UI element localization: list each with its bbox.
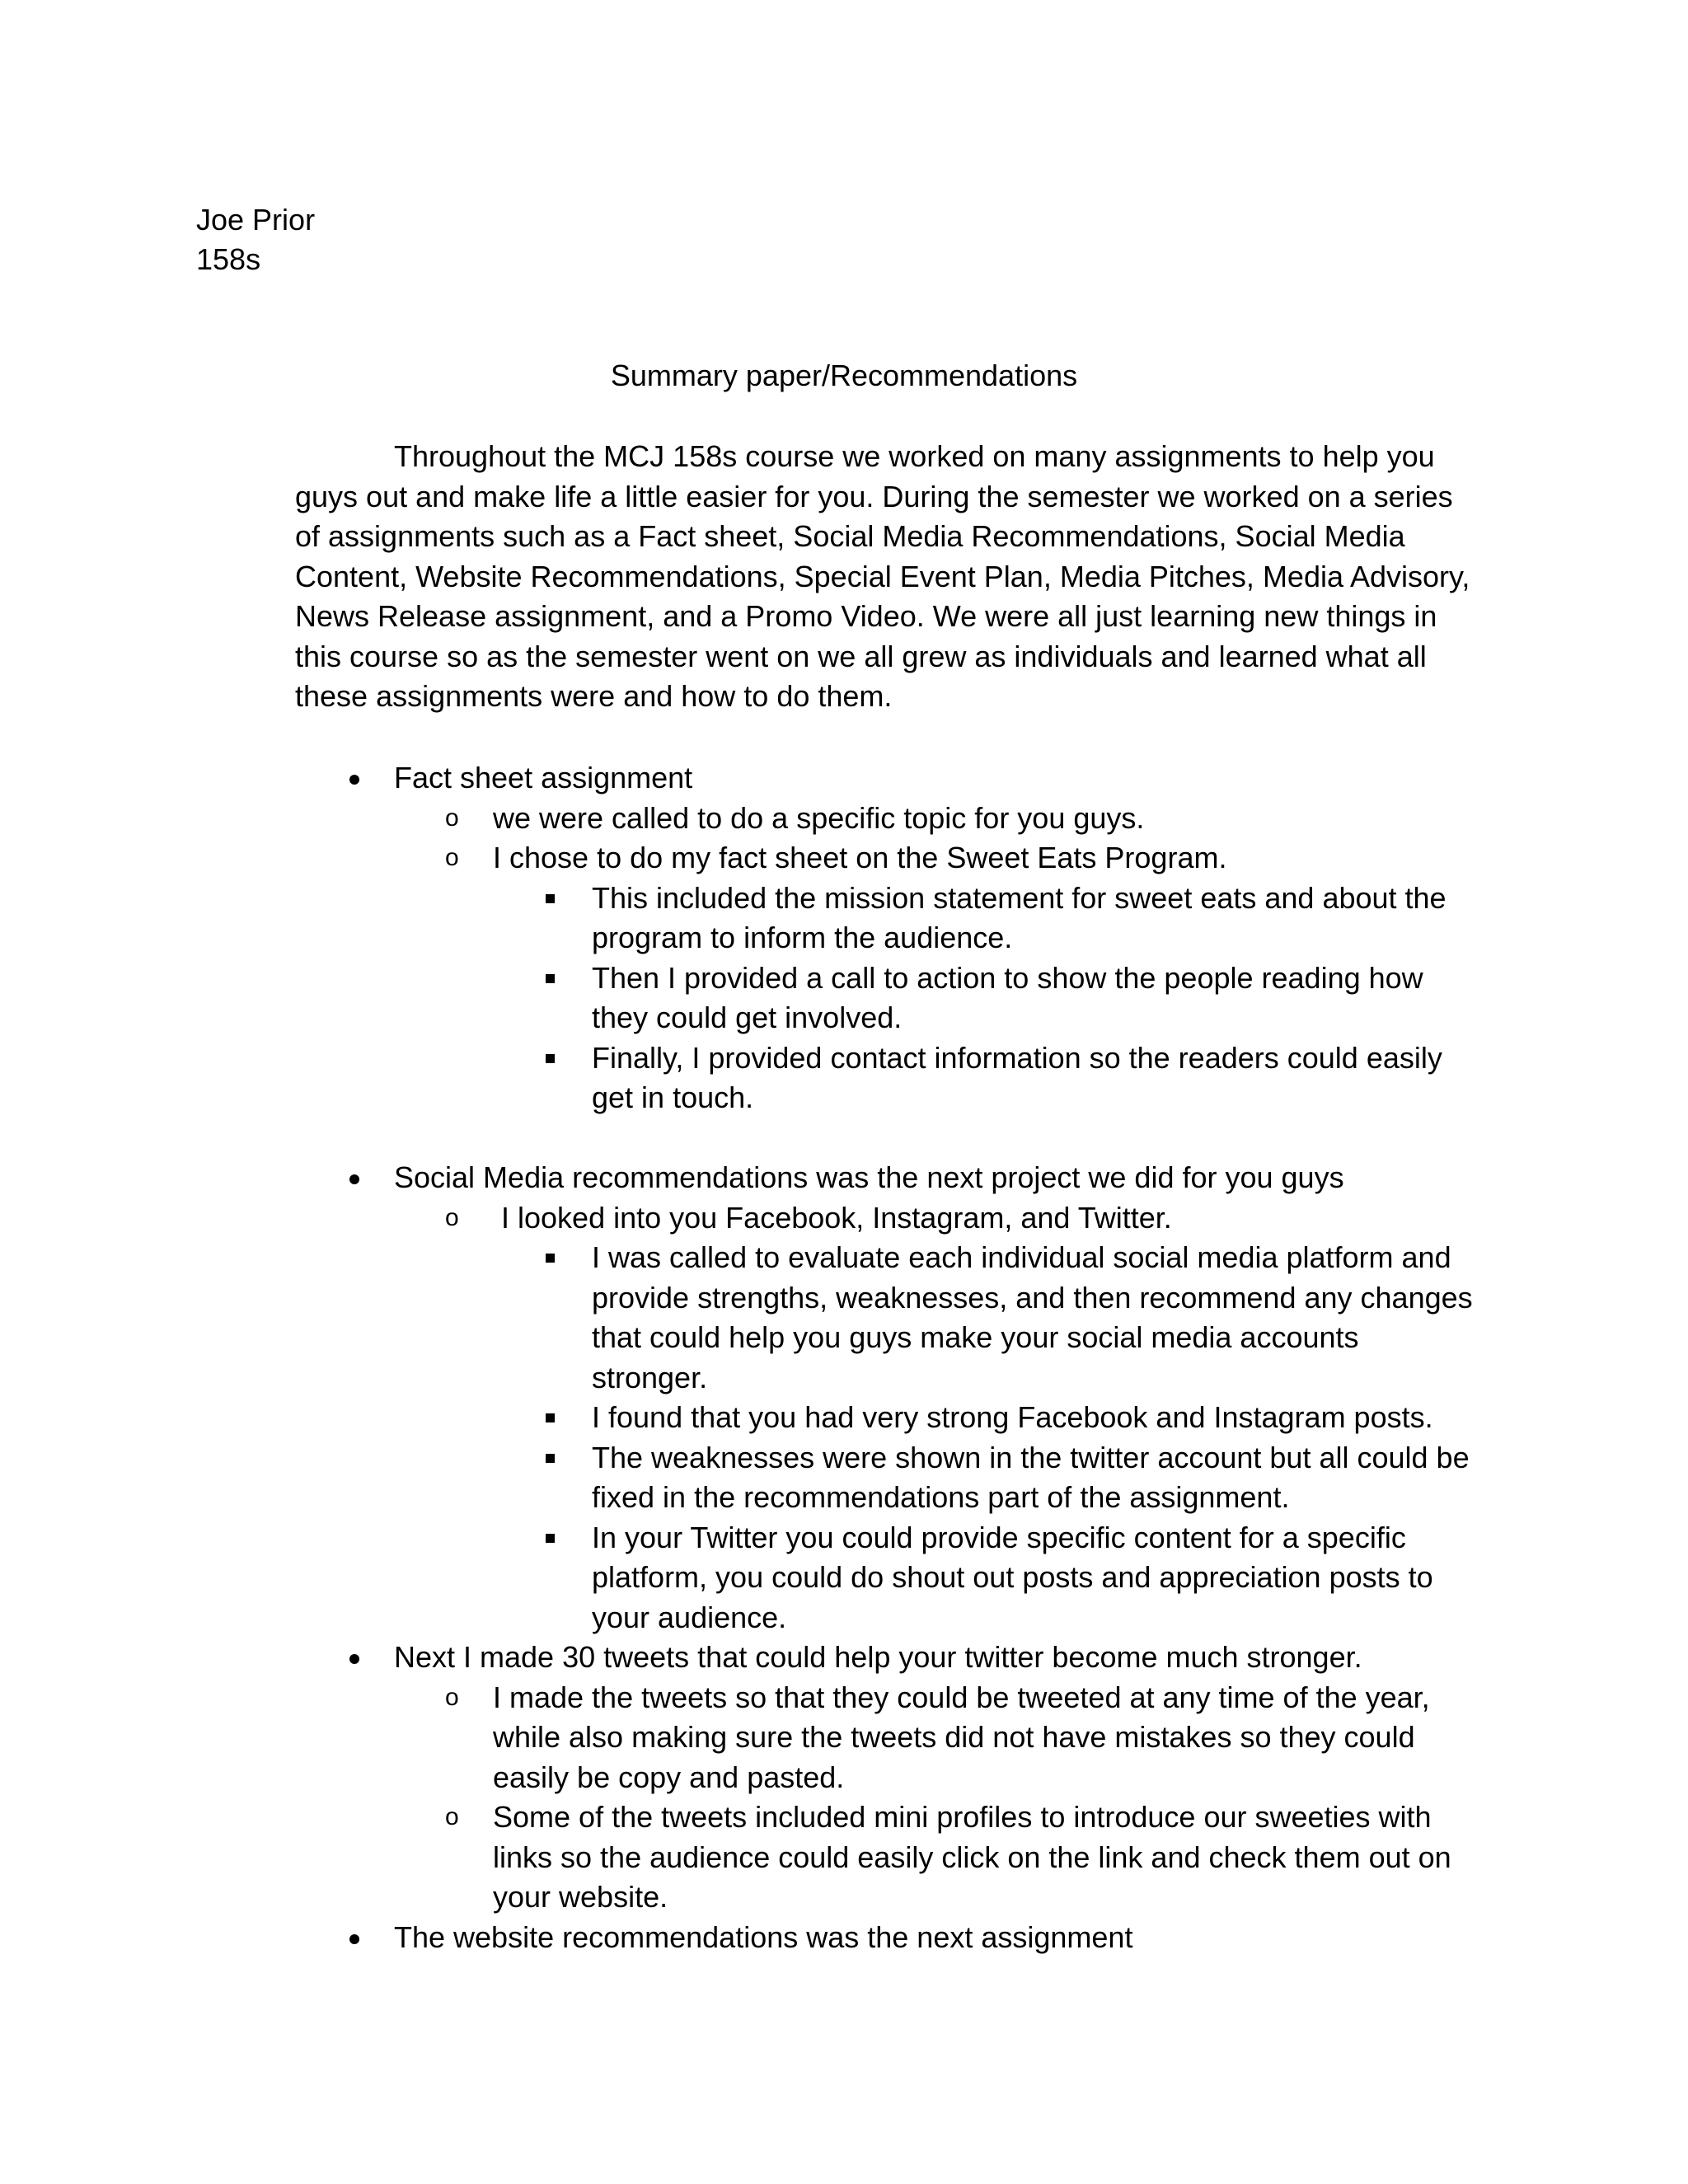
list-item-level2	[445, 1198, 1482, 1638]
list-item-text: Fact sheet assignment	[394, 761, 693, 794]
list-item-text: Finally, I provided contact information so the readers could easily get in touch.	[592, 1040, 1442, 1114]
disc-bullet-icon	[349, 1654, 359, 1664]
circle-bullet-icon: o	[445, 1803, 459, 1830]
list-item-level1	[394, 1638, 1482, 1918]
disc-bullet-icon	[349, 1934, 359, 1944]
list-item-text: In your Twitter you could provide specific content for a specific platform, you could do shout out posts and appreciation posts to your audience.	[592, 1520, 1433, 1634]
square-bullet-icon	[546, 894, 555, 903]
list-item-text: I made the tweets so that they could be tweeted at any time of the year, while also making sure the tweets did not have mistakes so they could easily be copy and pasted.	[493, 1680, 1430, 1794]
square-bullet-icon	[546, 1534, 555, 1543]
circle-bullet-icon: o	[445, 844, 459, 871]
list-item-text: I chose to do my fact sheet on the Sweet Eats Program.	[493, 841, 1227, 874]
list-item-level3	[592, 958, 1482, 1038]
list-item-text: I found that you had very strong Facebook and Instagram posts.	[592, 1400, 1433, 1434]
list-item-level3	[592, 879, 1482, 958]
course-number: 158s	[196, 242, 261, 276]
list-item-text: Next I made 30 tweets that could help your twitter become much stronger.	[394, 1640, 1362, 1674]
list-item-level2	[445, 799, 1482, 839]
bulleted-list	[0, 758, 1688, 1957]
circle-bullet-icon: o	[445, 1683, 459, 1711]
document-title: Summary paper/Recommendations	[610, 359, 1078, 392]
list-item-text: I was called to evaluate each individual social media platform and provide strengths, weaknesses, and then recommend any changes that could help you guys make your social media accounts stronger.	[592, 1240, 1473, 1394]
list-item-text: Social Media recommendations was the next project we did for you guys	[394, 1160, 1344, 1194]
author-block	[196, 200, 315, 279]
list-item-level2	[445, 1797, 1482, 1918]
list-item-level3	[592, 1518, 1482, 1638]
disc-bullet-icon	[349, 775, 359, 785]
list-item-text: I looked into you Facebook, Instagram, and Twitter.	[493, 1200, 1172, 1235]
list-item-level1	[394, 1158, 1482, 1638]
square-bullet-icon	[546, 1454, 555, 1463]
list-item-text: The website recommendations was the next assignment	[394, 1919, 1133, 1954]
list-item-level3	[592, 1398, 1482, 1438]
list-item-level3	[592, 1238, 1482, 1398]
list-item-level3	[592, 1438, 1482, 1518]
list-item-text: This included the mission statement for sweet eats and about the program to inform the audience.	[592, 880, 1447, 954]
list-item-level1	[394, 1918, 1482, 1958]
list-item-text: Then I provided a call to action to show the people reading how they could get involved.	[592, 960, 1423, 1034]
list-item-level2	[445, 838, 1482, 1118]
list-item-level3	[592, 1038, 1482, 1118]
intro-paragraph: Throughout the MCJ 158s course we worked on many assignments to help you guys out and make life a little easier for you. During the semester we worked on a series of assignments such as a Fact sheet, Social Media Recommendations, Social Media Content, Website Recommendations, Special Event Plan, Media Pitches, Media Advisory, News Release assignment, and a Promo Video. We were all just learning new things in this course so as the semester went on we all grew as individuals and learned what all these assignments were and how to do them.	[295, 439, 1470, 713]
disc-bullet-icon	[349, 1174, 359, 1184]
square-bullet-icon	[546, 1054, 555, 1063]
list-item-text: The weaknesses were shown in the twitter account but all could be fixed in the recommendations part of the assignment.	[592, 1440, 1470, 1514]
circle-bullet-icon: o	[445, 804, 459, 832]
list-item-level2	[445, 1678, 1482, 1798]
list-item-text: Some of the tweets included mini profiles to introduce our sweeties with links so the audience could easily click on the link and check them out on your website.	[493, 1800, 1451, 1914]
circle-bullet-icon: o	[445, 1203, 459, 1231]
list-item-text: we were called to do a specific topic for you guys.	[493, 800, 1145, 835]
square-bullet-icon	[546, 1254, 555, 1263]
list-item-level1	[394, 758, 1482, 1118]
square-bullet-icon	[546, 1413, 555, 1422]
square-bullet-icon	[546, 974, 555, 983]
author-name: Joe Prior	[196, 203, 316, 237]
